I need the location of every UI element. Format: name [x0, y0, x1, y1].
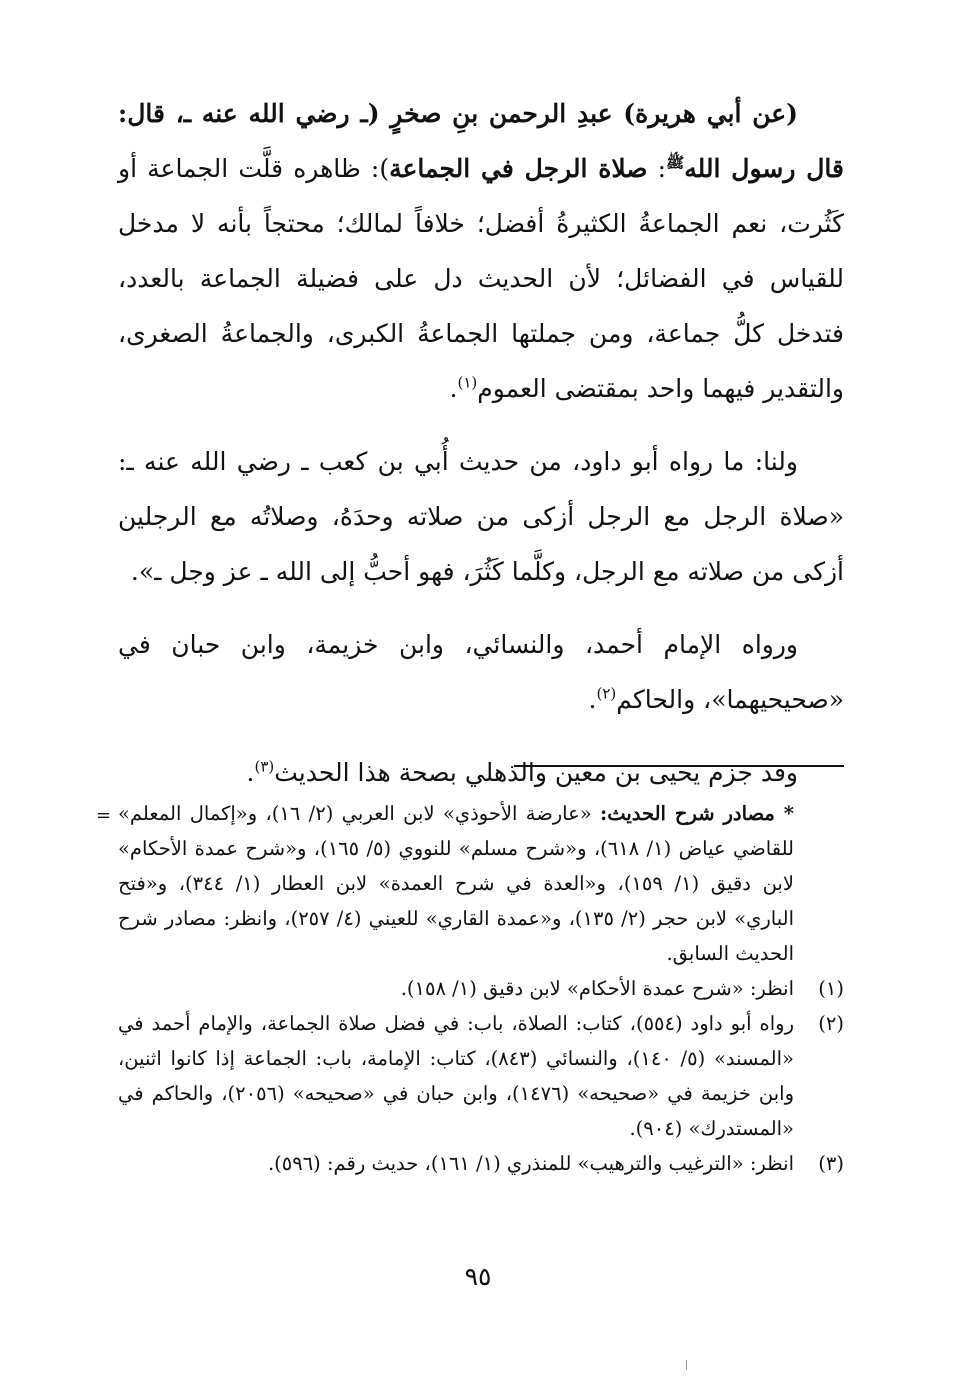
paragraph-4-text: وقد جزم يحيى بن معين والذهلي بصحة هذا الحديث: [274, 758, 798, 787]
footnote-text: انظر: «شرح عمدة الأحكام» لابن دقيق (١/ ١٥٨).: [400, 977, 794, 1000]
paragraph-4: وقد جزم يحيى بن معين والذهلي بصحة هذا الحديث$^{(٣)}$.: [246, 757, 798, 787]
page-number: ٩٥: [464, 1262, 492, 1291]
footnote-number: (٢): [818, 1012, 844, 1035]
paragraph-3: ورواه الإمام أحمد، والنسائي، وابن خزيمة، وابن حبان في «صحيحيهما»، والحاكم$^{(٢)}$.: [118, 630, 844, 714]
footnote-ref-3[interactable]: (٣): [254, 757, 275, 776]
honorific-symbol: ﷺ: [666, 153, 685, 172]
footnote-ref-2[interactable]: (٢): [596, 684, 617, 703]
footnote-text: رواه أبو داود (٥٥٤)، كتاب: الصلاة، باب: في فضل صلاة الجماعة، والإمام أحمد في «المسند» (٥/ ١٤٠)، والنسائي (٨٤٣)، كتاب: الإمامة، باب: الجماعة إذا كانوا اثنين، وابن خزيمة في «صحيحه» (١٤٧٦)، وابن حبان في «صحيحه» (٢٠٥٦)، والحاكم في «المستدرك» (٩٠٤).: [118, 1012, 795, 1140]
paragraph-2: ولنا: ما رواه أبو داود، من حديث أُبي بن كعب ـ رضي الله عنه ـ: «صلاة الرجل مع الرجل أزكى من صلاته وحدَهُ، وصلاتُه مع الرجلين أزكى من صلاته مع الرجل، وكلَّما كَثُرَ، فهو أحبُّ إلى الله ـ عز وجل ـ».: [118, 447, 844, 586]
footnote-separator: [514, 765, 844, 767]
footnote-number: (٣): [818, 1152, 844, 1175]
paragraph-3-text: ورواه الإمام أحمد، والنسائي، وابن خزيمة، وابن حبان في «صحيحيهما»، والحاكم: [118, 630, 844, 714]
footnote-sources: [96, 796, 844, 971]
paragraph-1-text: ): ظاهره قلَّت الجماعة أو كَثُرت، نعم الجماعةُ الكثيرةُ أفضل؛ خلافاً لمالك؛ محتجاً بأنه لا مدخل للقياس في الفضائل؛ لأن الحديث دل على فضيلة الجماعة بالعدد، فتدخل كلُّ جماعة، ومن جملتها الجماعةُ الكبرى، والجماعةُ الصغرى، والتقدير فيهما واحد بمقتضى العموم: [118, 154, 844, 403]
footnote-number: (١): [818, 977, 844, 1000]
footnotes: [96, 796, 844, 1181]
continuation-mark: =: [96, 805, 112, 826]
scan-mark: [686, 1360, 687, 1370]
footnote-3: [118, 1146, 844, 1181]
hadith-lead: (عن أبي هريرة) عبدِ الرحمن بنِ صخرٍ (ـ رضي الله عنه ـ، قال: قال رسول الله: [118, 99, 844, 183]
hadith-phrase: صلاة الرجل في الجماعة: [389, 154, 648, 183]
footnote-1: [118, 971, 844, 1006]
sources-text: «عارضة الأحوذي» لابن العربي (٢/ ١٦)، و«إكمال المعلم» للقاضي عياض (١/ ٦١٨)، و«شرح مسلم» للنووي (٥/ ١٦٥)، و«شرح عمدة الأحكام» لابن دقيق (١/ ١٥٩)، و«العدة في شرح العمدة» لابن العطار (١/ ٣٤٤)، و«فتح الباري» لابن حجر (٢/ ١٣٥)، و«عمدة القاري» للعيني (٤/ ٢٥٧)، وانظر: مصادر شرح الحديث السابق.: [118, 802, 794, 965]
sources-heading: * مصادر شرح الحديث:: [600, 802, 794, 825]
main-text: [118, 86, 844, 800]
paragraph-1: (عن أبي هريرة) عبدِ الرحمن بنِ صخرٍ (ـ رضي الله عنه ـ، قال: قال رسول الله$^ﷺ$: صلاة الرجل في الجماعة): ظاهره قلَّت الجماعة أو كَثُرت، نعم الجماعةُ الكثيرةُ أفضل؛ خلافاً لمالك؛ محتجاً بأنه لا مدخل للقياس في الفضائل؛ لأن الحديث دل على فضيلة الجماعة بالعدد، فتدخل كلُّ جماعة، ومن جملتها الجماعةُ الكبرى، والجماعةُ الصغرى، والتقدير فيهما واحد بمقتضى العموم$^{(١)}$.: [118, 99, 844, 403]
footnote-text: انظر: «الترغيب والترهيب» للمنذري (١/ ١٦١)، حديث رقم: (٥٩٦).: [267, 1152, 794, 1175]
footnote-ref-1[interactable]: (١): [457, 373, 478, 392]
footnote-2: [118, 1006, 844, 1146]
